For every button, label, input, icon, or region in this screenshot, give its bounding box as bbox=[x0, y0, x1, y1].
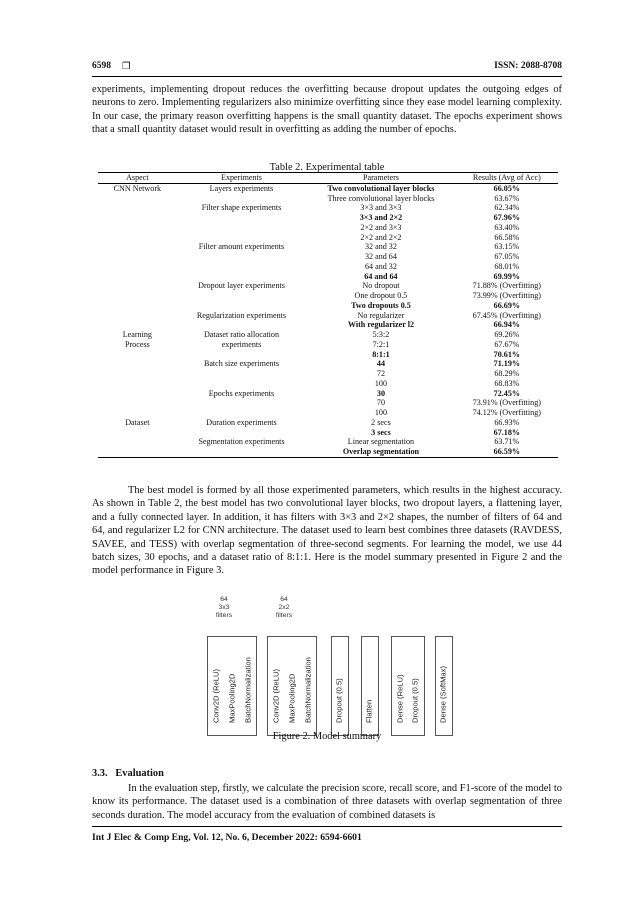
cell-aspect bbox=[98, 311, 177, 321]
table-row bbox=[98, 252, 558, 262]
cell-experiment bbox=[177, 428, 307, 438]
cell-result: 71.88% (Overfitting) bbox=[472, 281, 541, 291]
table-row bbox=[98, 320, 558, 330]
cell-experiment bbox=[177, 408, 307, 418]
cell-aspect bbox=[98, 320, 177, 330]
cell-aspect bbox=[98, 447, 177, 457]
intro-text: experiments, implementing dropout reduces the overfitting because dropout updates the outgoing edges of neurons to zero. Implementing regularizers also minimize overfitting since they ease model learning complexity. In our case, the primary reason overfitting happens is the small quantity dataset. The epochs experiment shows that a small quantity dataset would result in overfitting as adding the number of epochs. bbox=[92, 84, 562, 136]
cell-aspect bbox=[98, 359, 177, 369]
cell-aspect bbox=[98, 369, 177, 379]
layer-batchnorm-1: BatchNormalization bbox=[243, 657, 253, 723]
cell-parameter: 64 and 32 bbox=[364, 261, 397, 271]
cell-aspect bbox=[98, 252, 177, 262]
cell-experiment bbox=[177, 262, 307, 272]
cell-parameter: One dropout 0.5 bbox=[354, 291, 408, 300]
cell-experiment bbox=[177, 301, 307, 311]
table-row bbox=[98, 301, 558, 311]
layer-conv2d-1: Conv2D (ReLU) bbox=[211, 668, 221, 723]
header-rule bbox=[92, 76, 562, 77]
table-row bbox=[98, 418, 558, 428]
table-row bbox=[98, 213, 558, 223]
cell-aspect bbox=[98, 194, 177, 204]
table-row bbox=[98, 398, 558, 408]
table-row bbox=[98, 408, 558, 418]
cell-result: 67.67% bbox=[494, 339, 520, 349]
table-row bbox=[98, 379, 558, 389]
table-row bbox=[98, 428, 558, 438]
cell-result: 62.34% bbox=[494, 203, 520, 213]
cell-experiment bbox=[177, 350, 307, 360]
cell-result: 63.15% bbox=[494, 242, 520, 252]
footer-citation: Int J Elec & Comp Eng, Vol. 12, No. 6, December 2022: 6594-6601 bbox=[92, 832, 362, 843]
cell-parameter: No dropout bbox=[362, 281, 400, 291]
cell-parameter: 2×2 and 2×2 bbox=[360, 232, 402, 242]
layer-dense-softmax: Dense (SoftMax) bbox=[438, 666, 448, 723]
table-row bbox=[98, 272, 558, 282]
table-row bbox=[98, 369, 558, 379]
header-experiments: Experiments bbox=[177, 173, 307, 184]
cell-parameter: Two dropouts 0.5 bbox=[351, 300, 411, 310]
cell-result: 66.69% bbox=[493, 300, 520, 310]
table-body bbox=[98, 183, 558, 457]
table-row bbox=[98, 194, 558, 204]
layer-dropout-2: Dropout (0.5) bbox=[410, 678, 420, 723]
cell-result: 66.94% bbox=[493, 320, 520, 330]
cell-result: 66.59% bbox=[456, 447, 558, 457]
cell-aspect bbox=[98, 242, 177, 252]
block1-filter-label: 64 3x3 filters bbox=[215, 596, 233, 619]
table-row bbox=[98, 183, 558, 193]
table-row bbox=[98, 203, 558, 213]
header-parameters: Parameters bbox=[306, 173, 455, 184]
table-row bbox=[98, 223, 558, 233]
cell-result: 67.96% bbox=[493, 213, 520, 222]
cell-experiment: Filter shape experiments bbox=[201, 203, 282, 213]
cell-experiment bbox=[177, 320, 307, 330]
cell-aspect bbox=[98, 233, 177, 243]
cell-aspect bbox=[98, 350, 177, 360]
table-row bbox=[98, 350, 558, 360]
table-row bbox=[98, 447, 558, 457]
cell-result: 70.61% bbox=[493, 349, 520, 359]
layer-maxpool-2: MaxPooling2D bbox=[287, 673, 297, 723]
cell-parameter: 70 bbox=[376, 398, 385, 408]
issn: ISSN: 2088-8708 bbox=[494, 61, 562, 71]
cell-result: 68.01% bbox=[494, 261, 520, 271]
cell-parameter: 32 and 32 bbox=[364, 242, 397, 252]
section-text: In the evaluation step, firstly, we calculate the precision score, recall score, and F1-score of the model to know its performance. The dataset used is a combination of three datasets with overlap segmentation of three seconds duration. The model accuracy from the evaluation of combined datasets is bbox=[92, 783, 562, 821]
cell-result: 68.29% bbox=[494, 369, 520, 378]
cell-parameter: 2 secs bbox=[371, 417, 391, 427]
cell-result: 72.45% bbox=[493, 388, 520, 398]
cell-result: 66.93% bbox=[494, 417, 520, 427]
cell-aspect bbox=[98, 398, 177, 408]
cell-aspect: Dataset bbox=[125, 417, 150, 427]
table-row bbox=[98, 437, 558, 447]
cell-parameter: Linear segmentation bbox=[347, 437, 415, 447]
layer-conv2d-2: Conv2D (ReLU) bbox=[271, 668, 281, 723]
cell-experiment bbox=[177, 233, 307, 243]
cell-experiment: Segmentation experiments bbox=[198, 437, 285, 447]
header-aspect: Aspect bbox=[98, 173, 177, 184]
cell-experiment bbox=[177, 369, 307, 379]
header-separator-icon: ❒ bbox=[122, 62, 131, 72]
cell-parameter: 100 bbox=[374, 408, 388, 417]
model-summary-figure bbox=[207, 596, 455, 736]
cell-experiment: Dataset ratio allocation bbox=[203, 330, 280, 339]
cell-parameter: 5:3:2 bbox=[372, 330, 390, 339]
table-row bbox=[98, 340, 558, 350]
layer-batchnorm-2: BatchNormalization bbox=[303, 657, 313, 723]
cell-aspect bbox=[98, 408, 177, 418]
cell-experiment: Duration experiments bbox=[206, 417, 277, 427]
body-text: The best model is formed by all those experimented parameters, which results in the highest accuracy. As shown in Table 2, the best model has two convolutional layer blocks, two dropout layers, a flattening layer, and a fully connected layer. In addition, it has filters with 3×3 and 2×2 shapes, the number of filters of 64 and 64, and regularizer L2 for CNN architecture. The dataset used to learn best combines three datasets (RAVDESS, SAVEE, and TESS) with overlap segmentation of three-second segments. For learning the model, we use 44 batch sizes, 30 epochs, and a dataset ratio of 8:1:1. Here is the model summary presented in Figure 2 and the model performance in Figure 3. bbox=[92, 485, 562, 577]
cell-result: 73.99% (Overfitting) bbox=[472, 291, 541, 300]
cell-result: 69.99% bbox=[493, 271, 520, 281]
footer-rule bbox=[92, 826, 562, 827]
table-row bbox=[98, 281, 558, 291]
experimental-table bbox=[98, 172, 558, 458]
cell-parameter: Three convolutional layer blocks bbox=[327, 193, 435, 203]
cell-aspect: Process bbox=[124, 339, 150, 349]
layer-flatten: Flatten bbox=[364, 699, 374, 723]
table-row bbox=[98, 262, 558, 272]
table-row bbox=[98, 389, 558, 399]
cell-parameter: 100 bbox=[374, 378, 388, 388]
cell-parameter: Overlap segmentation bbox=[306, 447, 455, 457]
cell-experiment bbox=[177, 194, 307, 204]
cell-result: 67.18% bbox=[493, 427, 520, 437]
cell-experiment bbox=[177, 272, 307, 282]
cell-experiment: Dropout layer experiments bbox=[198, 281, 285, 291]
cell-experiment: Batch size experiments bbox=[203, 359, 280, 369]
cell-parameter: 7:2:1 bbox=[372, 339, 390, 349]
cell-parameter: 8:1:1 bbox=[372, 349, 390, 359]
cell-experiment: Layers experiments bbox=[209, 183, 274, 193]
cell-parameter: 64 and 64 bbox=[364, 271, 398, 281]
section-paragraph bbox=[92, 782, 562, 822]
cell-experiment bbox=[177, 398, 307, 408]
cell-aspect: CNN Network bbox=[113, 183, 162, 193]
section-heading: 3.3. Evaluation bbox=[92, 768, 164, 779]
cell-aspect bbox=[98, 272, 177, 282]
cell-parameter: 2×2 and 3×3 bbox=[360, 222, 402, 232]
cell-aspect bbox=[98, 291, 177, 301]
cell-experiment bbox=[177, 447, 307, 457]
table-row bbox=[98, 311, 558, 321]
cell-parameter: 3×3 and 3×3 bbox=[360, 203, 402, 213]
cell-result: 66.58% bbox=[494, 232, 520, 242]
table-header-row bbox=[98, 173, 558, 184]
cell-experiment bbox=[177, 223, 307, 233]
cell-experiment: Regularization experiments bbox=[196, 310, 287, 320]
cell-aspect bbox=[98, 301, 177, 311]
table-row bbox=[98, 242, 558, 252]
cell-result: 71.19% bbox=[493, 359, 520, 369]
cell-aspect bbox=[98, 223, 177, 233]
cell-result: 66.05% bbox=[493, 183, 520, 193]
cell-aspect bbox=[98, 262, 177, 272]
cell-result: 67.05% bbox=[494, 252, 520, 261]
page-number: 6598 bbox=[92, 61, 111, 71]
cell-parameter: Two convolutional layer blocks bbox=[327, 183, 435, 193]
cell-aspect bbox=[98, 203, 177, 213]
body-paragraph bbox=[92, 484, 562, 578]
layer-dropout-1: Dropout (0.5) bbox=[334, 678, 344, 723]
cell-experiment bbox=[177, 379, 307, 389]
cell-parameter: 44 bbox=[376, 359, 385, 369]
layer-dense-relu: Dense (ReLU) bbox=[395, 674, 405, 723]
cell-parameter: 30 bbox=[376, 388, 385, 398]
cell-parameter: With regularizer l2 bbox=[347, 320, 414, 330]
figure-caption: Figure 2. Model summary bbox=[272, 731, 382, 742]
table-caption: Table 2. Experimental table bbox=[269, 162, 385, 173]
intro-paragraph bbox=[92, 83, 562, 137]
cell-aspect bbox=[98, 213, 177, 223]
header-results: Results (Avg of Acc) bbox=[456, 173, 558, 184]
cell-aspect bbox=[98, 281, 177, 291]
cell-experiment: Filter amount experiments bbox=[198, 242, 285, 252]
cell-parameter: 3×3 and 2×2 bbox=[359, 213, 403, 222]
cell-result: 67.45% (Overfitting) bbox=[472, 310, 541, 320]
cell-parameter: 72 bbox=[376, 369, 385, 378]
cell-result: 69.26% bbox=[494, 330, 520, 339]
cell-experiment: Epochs experiments bbox=[208, 388, 275, 398]
cell-parameter: 32 and 64 bbox=[364, 252, 397, 261]
cell-result: 74.12% (Overfitting) bbox=[472, 408, 541, 417]
cell-result: 63.71% bbox=[494, 437, 520, 447]
cell-aspect: Learning bbox=[122, 330, 152, 339]
cell-aspect bbox=[98, 437, 177, 447]
layer-maxpool-1: MaxPooling2D bbox=[227, 673, 237, 723]
cell-aspect bbox=[98, 389, 177, 399]
cell-experiment: experiments bbox=[221, 339, 262, 349]
cell-aspect bbox=[98, 428, 177, 438]
block2-filter-label: 64 2x2 filters bbox=[275, 596, 293, 619]
cell-result: 73.91% (Overfitting) bbox=[472, 398, 541, 408]
table-row bbox=[98, 359, 558, 369]
table-row bbox=[98, 291, 558, 301]
cell-result: 63.40% bbox=[494, 222, 520, 232]
table-row bbox=[98, 330, 558, 340]
cell-experiment bbox=[177, 213, 307, 223]
table-row bbox=[98, 233, 558, 243]
cell-result: 63.67% bbox=[494, 193, 520, 203]
cell-aspect bbox=[98, 379, 177, 389]
cell-parameter: No regularizer bbox=[357, 310, 405, 320]
cell-result: 68.83% bbox=[494, 378, 520, 388]
cell-experiment bbox=[177, 252, 307, 262]
cell-experiment bbox=[177, 291, 307, 301]
cell-parameter: 3 secs bbox=[371, 427, 391, 437]
